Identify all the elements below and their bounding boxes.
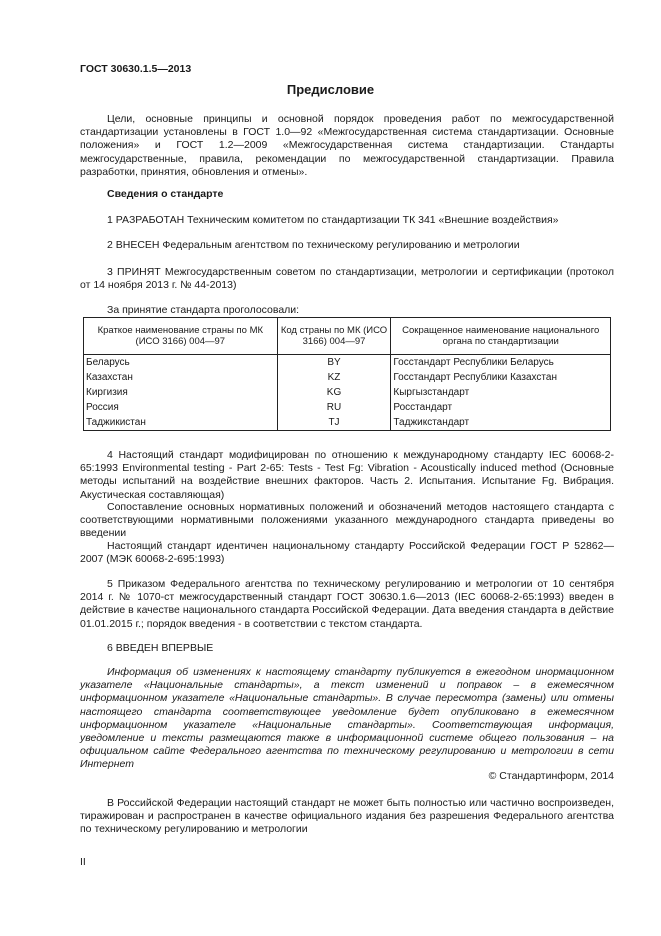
voting-table: [83, 317, 611, 431]
cell-code: KG: [277, 385, 391, 400]
item-6: 6 ВВЕДЕН ВПЕРВЫЕ: [107, 642, 214, 654]
item-3: 3 ПРИНЯТ Межгосударственным советом по стандартизации, метрологии и сертификации (протокол от 14 ноября 2013 г. № 44-2013): [80, 266, 614, 292]
changes-notice: Информация об изменениях к настоящему стандарту публикуется в ежегодном инормационном указателе «Национальные стандарты», а текст изменений и поправок – в ежемесячном информационном указателе «Национальные стандарты». В случае пересмотра (замены) или отмены настоящего стандарта соответствующее уведомление будет опубликовано в ежемесячном информационном указателе «Национальные стандарты». Соответствующая информация, уведомление и тексты размещаются также в информационной системе общего пользования – на официальном сайте Федерального агентства по техническому регулированию и метрологии в сети Интернет: [80, 666, 614, 771]
vote-intro: За принятие стандарта проголосовали:: [107, 304, 300, 316]
item-4-identity: Настоящий стандарт идентичен национальному стандарту Российской Федерации ГОСТ Р 52862—2007 (МЭК 60068-2-695:1993): [80, 540, 614, 566]
cell-code: RU: [277, 400, 391, 415]
table-row: [84, 400, 611, 415]
cell-code: KZ: [277, 370, 391, 385]
page-title: Предисловие: [286, 82, 375, 97]
cell-country: Россия: [84, 400, 278, 415]
intro-paragraph: Цели, основные принципы и основной порядок проведения работ по межгосударственной стандартизации установлены в ГОСТ 1.0—92 «Межгосударственная система стандартизации. Основные положения» и ГОСТ 1.2—2009 «Межгосударственная система стандартизации. Стандарты межгосударственные, правила, рекомендации по межгосударственной стандартизации. Правила разработки, принятия, обновления и отмены».: [80, 113, 614, 178]
info-heading: Сведения о стандарте: [107, 188, 224, 200]
table-row: [84, 370, 611, 385]
table-row: [84, 385, 611, 400]
cell-body: Таджикстандарт: [391, 415, 611, 431]
header-code: Код страны по МК (ИСО 3166) 004—97: [277, 318, 391, 355]
cell-body: Кыргызстандарт: [391, 385, 611, 400]
header-country: Краткое наименование страны по МК (ИСО 3166) 004—97: [84, 318, 278, 355]
cell-country: Таджикистан: [84, 415, 278, 431]
item-1: 1 РАЗРАБОТАН Техническим комитетом по стандартизации ТК 341 «Внешние воздействия»: [107, 214, 559, 226]
table-row: [84, 355, 611, 371]
copyright: © Стандартинформ, 2014: [488, 770, 614, 782]
item-2: 2 ВНЕСЕН Федеральным агентством по техническому регулированию и метрологии: [107, 239, 520, 251]
cell-code: BY: [277, 355, 391, 371]
document-code: ГОСТ 30630.1.5—2013: [80, 63, 192, 75]
cell-body: Госстандарт Республики Беларусь: [391, 355, 611, 371]
reproduction-notice: В Российской Федерации настоящий стандарт не может быть полностью или частично воспроизведен, тиражирован и распространен в качестве официального издания без разрешения Федерального агентства по техническому регулированию и метрологии: [80, 797, 614, 836]
table-row: [84, 415, 611, 431]
header-body: Сокращенное наименование национального органа по стандартизации: [391, 318, 611, 355]
cell-country: Беларусь: [84, 355, 278, 371]
cell-country: Киргизия: [84, 385, 278, 400]
cell-code: TJ: [277, 415, 391, 431]
item-5: 5 Приказом Федерального агентства по техническому регулированию и метрологии от 10 сентября 2014 г. № 1070-ст межгосударственный стандарт ГОСТ 30630.1.6—2013 (IEC 60068-2-65:1993) введен в действие в качестве национального стандарта Российской Федерации. Дата введения стандарта в действие 01.01.2015 г.; порядок введения - в соответствии с текстом стандарта.: [80, 578, 614, 630]
cell-body: Росстандарт: [391, 400, 611, 415]
item-4: 4 Настоящий стандарт модифицирован по отношению к международному стандарту IEC 60068-2-65:1993 Environmental testing - Part 2-65: Tests - Test Fg: Vibration - Acoustically induced method (Основные методы испытаний на воздействие внешних факторов. Часть 2. Испытания. Испытание Fg. Вибрация. Акустическая составляющая): [80, 449, 614, 501]
cell-country: Казахстан: [84, 370, 278, 385]
item-4-comparison: Сопоставление основных нормативных положений и обозначений методов настоящего стандарта с соответствующими нормативными положениями указанного международного стандарта приведены во введении: [80, 501, 614, 540]
cell-body: Госстандарт Республики Казахстан: [391, 370, 611, 385]
table-header-row: [84, 318, 611, 355]
page-number: II: [80, 856, 86, 868]
